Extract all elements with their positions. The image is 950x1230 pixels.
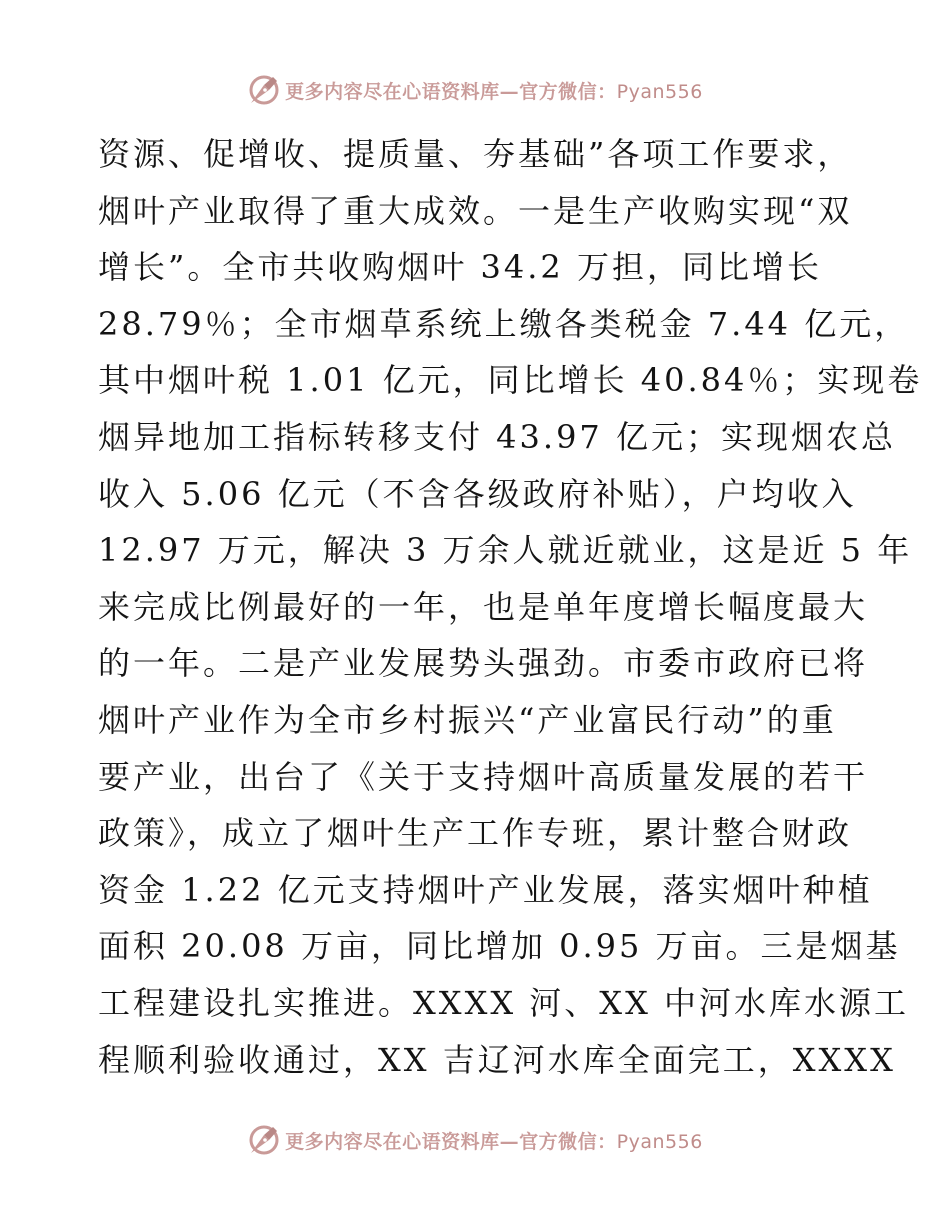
body-line-10: 的一年。二是产业发展势头强劲。市委市政府已将 xyxy=(98,644,869,683)
body-line-5: 其中烟叶税 1.01 亿元，同比增长 40.84％；实现卷 xyxy=(98,361,923,400)
header-brand-label: 更多内容尽在心语资料库—官方微信： xyxy=(285,80,617,103)
body-line-1: 资源、促增收、提质量、夯基础”各项工作要求， xyxy=(98,135,853,173)
body-line-3: 增长”。全市共收购烟叶 34.2 万担，同比增长 xyxy=(98,248,822,287)
body-line-16: 工程建设扎实推进。XXXX 河、XX 中河水库水源工 xyxy=(98,983,910,1022)
body-line-8: 12.97 万元，解决 3 万余人就近就业，这是近 5 年 xyxy=(98,531,913,570)
body-line-9: 来完成比例最好的一年，也是单年度增长幅度最大 xyxy=(98,587,869,626)
body-line-7: 收入 5.06 亿元（不含各级政府补贴），户均收入 xyxy=(98,474,857,513)
footer-banner xyxy=(0,1122,950,1158)
body-line-2: 烟叶产业取得了重大成效。一是生产收购实现“双 xyxy=(98,191,853,230)
header-banner xyxy=(0,72,950,108)
body-line-4: 28.79％；全市烟草系统上缴各类税金 7.44 亿元， xyxy=(98,304,910,343)
body-line-17: 程顺利验收通过，XX 吉辽河水库全面完工，XXXX xyxy=(98,1040,896,1079)
body-line-11: 烟叶产业作为全市乡村振兴“产业富民行动”的重 xyxy=(98,700,837,739)
footer-wechat-id: Pyan556 xyxy=(616,1130,703,1153)
body-line-6: 烟异地加工指标转移支付 43.97 亿元；实现烟农总 xyxy=(98,417,896,456)
footer-brand-text xyxy=(285,1127,703,1154)
header-brand-text xyxy=(285,77,703,104)
document-body xyxy=(98,126,923,1088)
body-line-12: 要产业，出台了《关于支持烟叶高质量发展的若干 xyxy=(98,757,869,796)
body-line-15: 面积 20.08 万亩，同比增加 0.95 万亩。三是烟基 xyxy=(98,927,901,966)
pen-nib-logo-icon xyxy=(247,1123,281,1157)
body-line-13: 政策》，成立了烟叶生产工作专班，累计整合财政 xyxy=(98,814,853,853)
header-wechat-id: Pyan556 xyxy=(616,80,703,103)
footer-brand-label: 更多内容尽在心语资料库—官方微信： xyxy=(285,1130,617,1153)
body-line-14: 资金 1.22 亿元支持烟叶产业发展，落实烟叶种植 xyxy=(98,870,873,909)
pen-nib-logo-icon xyxy=(247,73,281,107)
